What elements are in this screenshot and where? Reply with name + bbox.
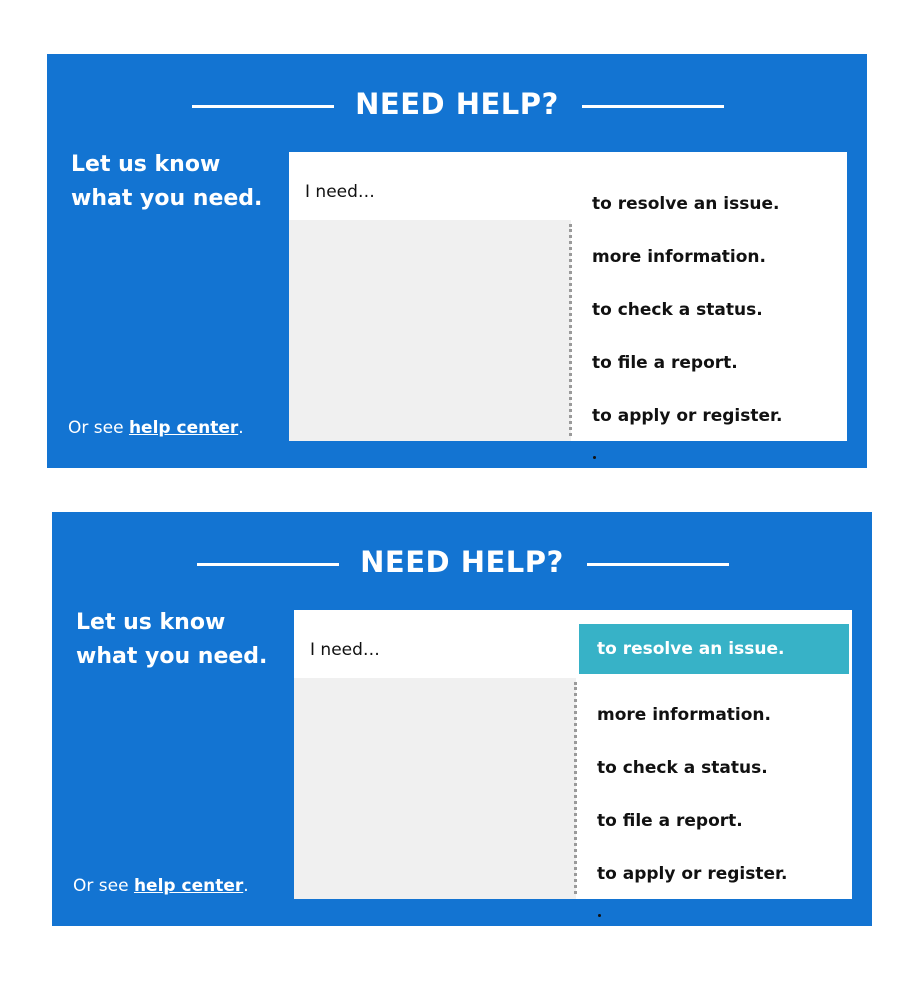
option-check-status[interactable]: to check a status. bbox=[597, 758, 768, 778]
prompt-line-2: what you need. bbox=[76, 644, 268, 669]
panel-title: NEED HELP? bbox=[355, 87, 559, 121]
option-resolve-issue[interactable]: to resolve an issue. bbox=[592, 194, 780, 214]
help-center-link[interactable]: help center bbox=[133, 876, 244, 896]
stray-dot bbox=[598, 914, 601, 917]
option-resolve-issue-highlighted[interactable]: to resolve an issue. bbox=[579, 624, 849, 674]
see-suffix: . bbox=[238, 418, 244, 438]
panel-header bbox=[52, 540, 872, 588]
prompt-line-2: what you need. bbox=[71, 186, 263, 211]
prompt-line-1: Let us know bbox=[71, 152, 221, 177]
help-panel-2 bbox=[52, 512, 872, 926]
header-rule-right bbox=[587, 563, 729, 566]
panel-title: NEED HELP? bbox=[360, 545, 564, 579]
see-prefix: Or see bbox=[68, 418, 129, 438]
stray-dot bbox=[593, 456, 596, 459]
option-apply-register[interactable]: to apply or register. bbox=[597, 864, 788, 884]
option-more-information[interactable]: more information. bbox=[592, 247, 766, 267]
see-prefix: Or see bbox=[73, 876, 134, 896]
prompt-text bbox=[71, 148, 262, 216]
need-selector-card bbox=[289, 152, 847, 441]
need-selector-card bbox=[294, 610, 852, 899]
prompt-line-1: Let us know bbox=[76, 610, 226, 635]
help-center-link[interactable]: help center bbox=[128, 418, 239, 438]
see-help-center bbox=[73, 876, 249, 896]
help-panel-1 bbox=[47, 54, 867, 468]
option-file-report[interactable]: to file a report. bbox=[597, 811, 743, 831]
dropdown-label[interactable]: I need… bbox=[310, 640, 380, 660]
option-apply-register[interactable]: to apply or register. bbox=[592, 406, 783, 426]
option-more-information[interactable]: more information. bbox=[597, 705, 771, 725]
option-file-report[interactable]: to file a report. bbox=[592, 353, 738, 373]
see-suffix: . bbox=[243, 876, 249, 896]
dotted-divider bbox=[569, 224, 572, 436]
selector-gray-area bbox=[289, 220, 571, 441]
dropdown-label[interactable]: I need… bbox=[305, 182, 375, 202]
option-check-status[interactable]: to check a status. bbox=[592, 300, 763, 320]
see-help-center bbox=[68, 418, 244, 438]
panel-header bbox=[47, 82, 867, 130]
prompt-text bbox=[76, 606, 267, 674]
dotted-divider bbox=[574, 682, 577, 894]
header-rule-right bbox=[582, 105, 724, 108]
selector-gray-area bbox=[294, 678, 576, 899]
